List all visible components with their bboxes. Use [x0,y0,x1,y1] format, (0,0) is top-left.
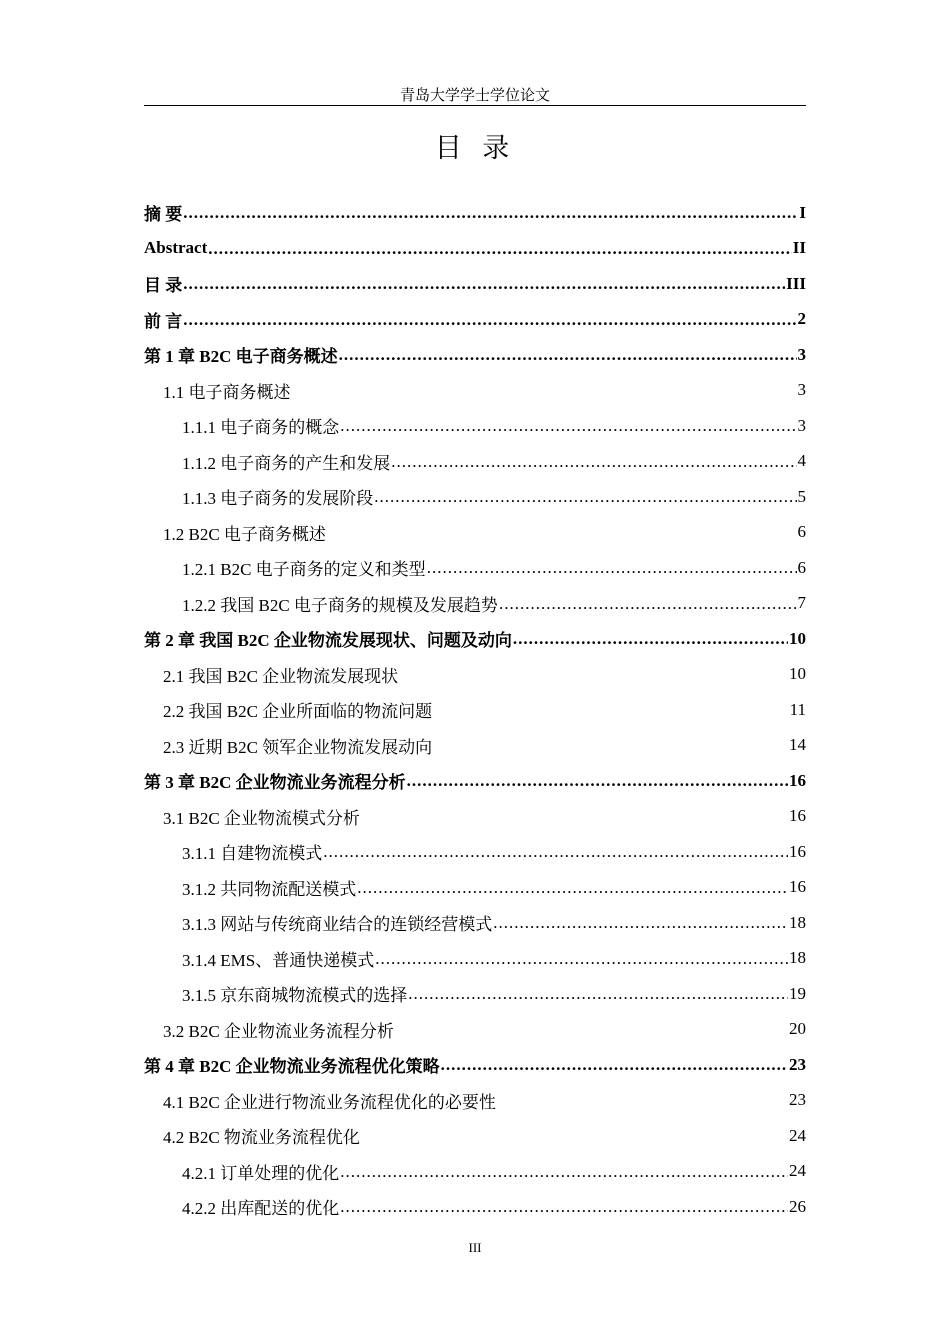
toc-entry-title: 第 2 章 我国 B2C 企业物流发展现状、问题及动向 [144,631,512,651]
toc-entry-page: 4 [797,451,806,471]
toc-entry-title: 3.1.2 共同物流配送模式 [182,879,357,899]
toc-entry-page: 16 [789,770,806,790]
toc-entry-page: 23 [789,1054,806,1074]
toc-entry[interactable] [144,1047,806,1083]
toc-entry[interactable] [144,1189,806,1225]
toc-entry-page: 24 [789,1161,806,1181]
toc-entry[interactable] [144,941,806,977]
toc-entry-page: 26 [789,1196,806,1216]
toc-entry[interactable] [144,444,806,480]
toc-dot-leader [183,311,796,328]
toc-entry-page: 3 [797,380,806,400]
toc-entry-title: 3.2 B2C 企业物流业务流程分析 [163,1021,394,1041]
toc-entry[interactable] [144,1012,806,1048]
toc-entry[interactable] [144,621,806,657]
toc-entry-title: 1.1.2 电子商务的产生和发展 [182,453,391,473]
toc-entry-page: 7 [797,593,806,613]
toc-entry-page: III [786,273,806,293]
header-rule [144,105,806,106]
toc-entry-page: 14 [789,735,806,755]
toc-entry-page: 2 [797,309,806,329]
toc-entry-title: 1.2.1 B2C 电子商务的定义和类型 [182,560,426,580]
page-number: III [468,1240,482,1255]
toc-entry-title: 3.1.1 自建物流模式 [182,844,323,864]
toc-entry-title: 目 录 [144,276,183,296]
toc-entry-page: 24 [789,1125,806,1145]
toc-entry[interactable] [144,692,806,728]
toc-entry[interactable] [144,1118,806,1154]
toc-dot-leader [441,1056,788,1073]
toc-entry-page: I [799,202,806,222]
toc-dot-leader [408,985,788,1002]
toc-entry-title: 摘 要 [144,205,183,225]
toc-entry[interactable] [144,337,806,373]
toc-entry-title: 2.1 我国 B2C 企业物流发展现状 [163,666,399,686]
toc-entry[interactable] [144,870,806,906]
toc-entry-title: 2.2 我国 B2C 企业所面临的物流问题 [163,702,433,722]
running-header: 青岛大学学士学位论文 [399,88,550,104]
toc-dot-leader [374,488,796,505]
toc-dot-leader [339,346,797,363]
table-of-contents [144,195,806,1225]
toc-entry-title: 4.2 B2C 物流业务流程优化 [163,1128,360,1148]
toc-entry-page: 23 [789,1090,806,1110]
toc-entry[interactable] [144,479,806,515]
toc-entry[interactable] [144,799,806,835]
toc-dot-leader [427,559,797,576]
toc-entry[interactable] [144,657,806,693]
toc-dot-leader [208,240,792,257]
toc-entry[interactable] [144,408,806,444]
toc-entry-title: 前 言 [144,311,183,331]
toc-entry-title: 2.3 近期 B2C 领军企业物流发展动向 [163,737,433,757]
toc-dot-leader [340,417,796,434]
toc-entry[interactable] [144,976,806,1012]
toc-entry[interactable] [144,302,806,338]
toc-dot-leader [183,204,798,221]
toc-entry-title: 3.1.3 网站与传统商业结合的连锁经营模式 [182,915,493,935]
toc-entry-page: 6 [797,522,806,542]
toc-entry[interactable] [144,763,806,799]
toc-entry-title: 4.2.2 出库配送的优化 [182,1199,340,1219]
toc-entry-title: 4.1 B2C 企业进行物流业务流程优化的必要性 [163,1092,496,1112]
toc-entry[interactable] [144,1154,806,1190]
toc-entry[interactable] [144,586,806,622]
toc-entry-page: 10 [789,664,806,684]
toc-entry-title: 1.2.2 我国 B2C 电子商务的规模及发展趋势 [182,595,498,615]
toc-entry-page: 19 [789,983,806,1003]
toc-entry[interactable] [144,550,806,586]
toc-entry-page: 5 [797,486,806,506]
toc-entry-page: 10 [789,628,806,648]
toc-entry-page: 16 [789,806,806,826]
toc-dot-leader [183,275,785,292]
toc-entry[interactable] [144,515,806,551]
toc-entry-title: 1.1 电子商务概述 [163,382,291,402]
toc-entry-page: 18 [789,948,806,968]
toc-entry-page: II [792,238,806,258]
toc-entry[interactable] [144,905,806,941]
toc-entry-page: 3 [797,344,806,364]
toc-entry-title: 3.1 B2C 企业物流模式分析 [163,808,360,828]
toc-dot-leader [340,1198,788,1215]
toc-dot-leader [357,879,788,896]
toc-entry-page: 16 [789,877,806,897]
toc-entry[interactable] [144,1083,806,1119]
toc-entry[interactable] [144,231,806,267]
toc-dot-leader [323,843,788,860]
toc-dot-leader [340,1163,788,1180]
toc-entry-page: 20 [789,1019,806,1039]
toc-dot-leader [513,630,788,647]
toc-dot-leader [391,453,796,470]
toc-dot-leader [493,914,788,931]
toc-entry-title: 第 1 章 B2C 电子商务概述 [144,347,338,367]
toc-entry[interactable] [144,195,806,231]
toc-entry-title: 3.1.4 EMS、普通快递模式 [182,950,375,970]
toc-dot-leader [407,772,788,789]
toc-dot-leader [499,595,797,612]
page-title: 目 录 [434,133,516,164]
toc-entry-title: 4.2.1 订单处理的优化 [182,1163,340,1183]
toc-entry-title: 3.1.5 京东商城物流模式的选择 [182,986,408,1006]
toc-dot-leader [375,950,788,967]
toc-entry-title: 第 4 章 B2C 企业物流业务流程优化策略 [144,1057,440,1077]
toc-entry-page: 18 [789,912,806,932]
toc-entry-page: 6 [797,557,806,577]
toc-entry[interactable] [144,373,806,409]
toc-entry-page: 16 [789,841,806,861]
toc-entry-title: 第 3 章 B2C 企业物流业务流程分析 [144,773,406,793]
toc-entry-title: 1.2 B2C 电子商务概述 [163,524,326,544]
toc-entry[interactable] [144,728,806,764]
toc-entry[interactable] [144,834,806,870]
toc-entry-title: Abstract [144,238,208,258]
toc-entry-title: 1.1.3 电子商务的发展阶段 [182,489,374,509]
toc-entry-page: 3 [797,415,806,435]
toc-entry[interactable] [144,266,806,302]
toc-entry-title: 1.1.1 电子商务的概念 [182,418,340,438]
toc-entry-page: 11 [789,699,806,719]
